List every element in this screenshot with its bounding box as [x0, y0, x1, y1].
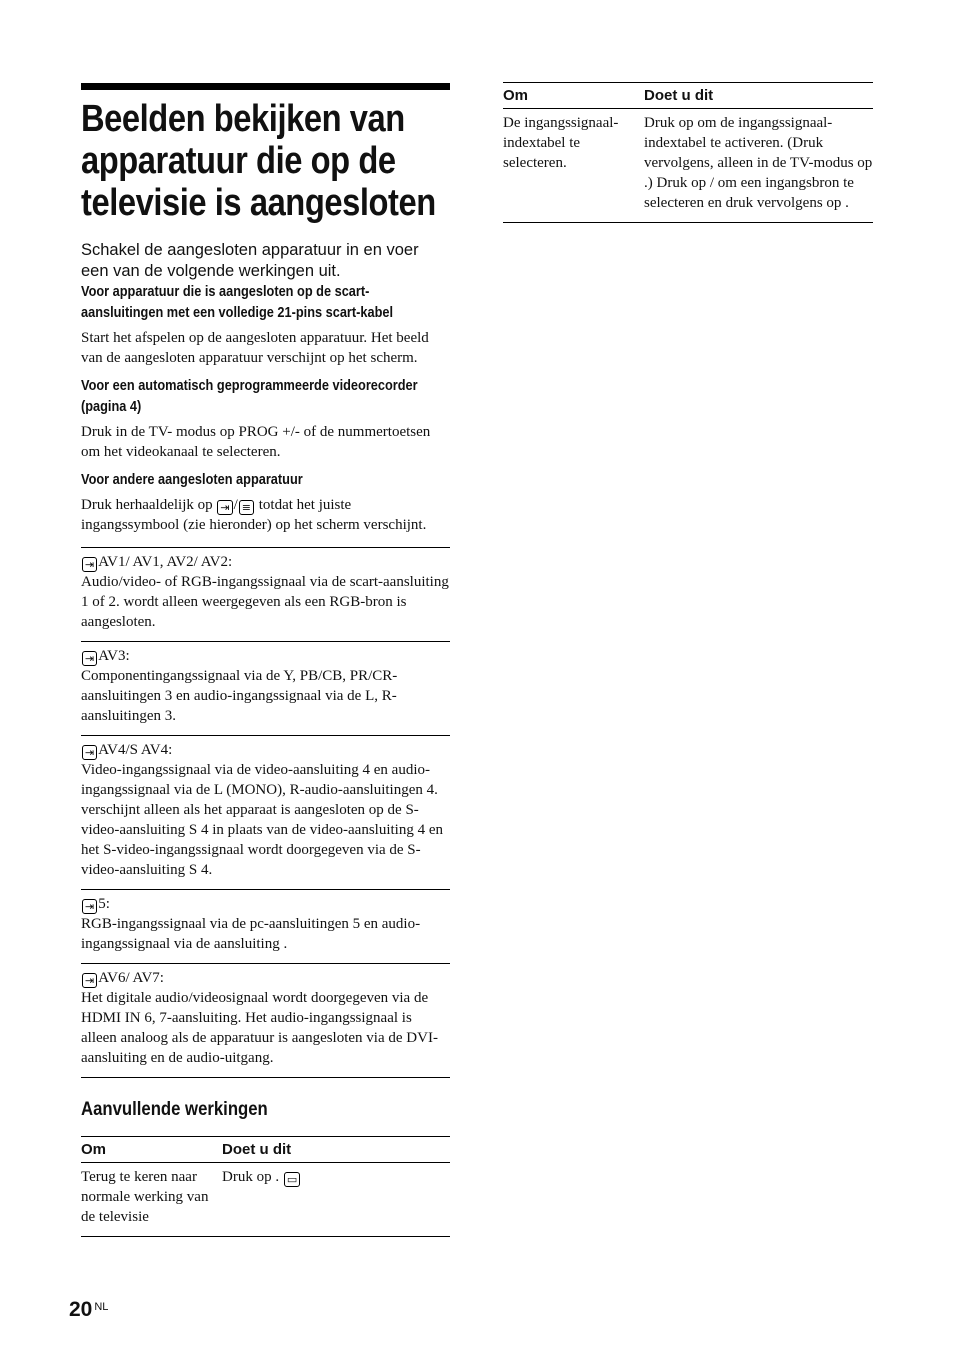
- list-item: [81, 964, 450, 1078]
- extra-operations-table: [81, 1136, 450, 1237]
- tv-button-icon: ▭: [284, 1172, 300, 1187]
- input-text: Componentingangssignaal via de Y, PB/CB, PR/CR-aansluitingen 3 en audio-ingangssignaal via de L, R-aansluitingen 3.: [81, 668, 398, 724]
- cell-om: Terug te keren naar normale werking van de televisie: [81, 1163, 222, 1237]
- table-row: [503, 109, 873, 223]
- page-title: Beelden bekijken van apparatuur die op de televisie is aangesloten: [81, 98, 436, 224]
- input-symbol-list: [81, 547, 450, 1078]
- input-arrow-icon: ⇥: [82, 745, 97, 760]
- input-arrow-icon: ⇥: [82, 557, 97, 572]
- cell-doe: Druk op . ▭: [222, 1163, 450, 1237]
- cell-doe: Druk op om de ingangssignaal-indextabel te activeren. (Druk vervolgens, alleen in de TV-modus op .) Druk op / om een ingangsbron te selecteren en druk vervolgens op .: [644, 109, 873, 223]
- input-label: 5:: [98, 896, 110, 912]
- section-body-other: Druk herhaaldelijk op ⇥ / ≡ totdat het juiste ingangssymbool (zie hieronder) op het scherm verschijnt.: [81, 497, 427, 533]
- section-body-scart: Start het afspelen op de aangesloten apparatuur. Het beeld van de aangesloten apparatuur verschijnt op het scherm.: [81, 330, 429, 366]
- section-heading-scart: Voor apparatuur die is aangesloten op de scart-aansluitingen met een volledige 21-pins scart-kabel: [81, 284, 394, 321]
- input-label: AV6/ AV7:: [98, 970, 164, 986]
- list-item: [81, 642, 450, 736]
- section-body-vcr: Druk in de TV- modus op PROG +/- of de nummertoetsen om het videokanaal te selecteren.: [81, 424, 431, 460]
- input-text: RGB-ingangssignaal via de pc-aansluitingen 5 en audio-ingangssignaal via de aansluiting .: [81, 916, 421, 952]
- table-row: [81, 1163, 450, 1237]
- intro-text: Schakel de aangesloten apparatuur in en voer een van de volgende werkingen uit.: [81, 241, 419, 280]
- list-item: [81, 548, 450, 642]
- input-label: AV1/ AV1, AV2/ AV2:: [98, 554, 233, 570]
- title-bar: [81, 83, 450, 90]
- input-index-table: [503, 82, 873, 223]
- body-other-a: Druk herhaaldelijk op: [81, 497, 213, 513]
- page-number: 20 $^{NL}$: [69, 1298, 109, 1321]
- col-header-doe: Doet u dit: [222, 1137, 450, 1163]
- col-header-doe: Doet u dit: [644, 83, 873, 109]
- extra-operations-heading: Aanvullende werkingen: [81, 1099, 268, 1120]
- list-item: [81, 890, 450, 964]
- input-arrow-icon: ⇥: [82, 973, 97, 988]
- list-item: [81, 736, 450, 890]
- section-heading-vcr: Voor een automatisch geprogrammeerde videorecorder (pagina 4): [81, 378, 418, 415]
- input-label: AV4/S AV4:: [98, 742, 173, 758]
- text-button-icon: ≡: [239, 500, 254, 515]
- cell-om: De ingangssignaal-indextabel te selecteren.: [503, 109, 644, 223]
- input-text: Audio/video- of RGB-ingangssignaal via de scart-aansluiting 1 of 2. wordt alleen weergegeven als een RGB-bron is aangesloten.: [81, 574, 449, 630]
- col-header-om: Om: [81, 1137, 222, 1163]
- input-text: Het digitale audio/videosignaal wordt doorgegeven via de HDMI IN 6, 7-aansluiting. Het audio-ingangssignaal is alleen analoog als de apparatuur is aangesloten via de DVI-aansluiting en de audio-uitgang.: [81, 990, 438, 1066]
- input-button-icon: ⇥: [217, 500, 232, 515]
- input-label: AV3:: [98, 648, 130, 664]
- body-other-b: totdat het juiste ingangssymbool (zie hieronder) op het scherm verschijnt.: [81, 497, 427, 533]
- input-text: Video-ingangssignaal via de video-aansluiting 4 en audio-ingangssignaal via de L (MONO), R-audio-aansluitingen 4. verschijnt alleen als het apparaat is aangesloten op de S-video-aansluiting S 4 in plaats van de video-aansluiting 4 en het S-video-ingangssignaal wordt doorgegeven via de S-video-aansluiting S 4.: [81, 762, 444, 878]
- right-column: [503, 82, 873, 223]
- section-heading-other: Voor andere aangesloten apparatuur: [81, 472, 303, 488]
- input-arrow-icon: ⇥: [82, 651, 97, 666]
- left-column: [81, 83, 450, 1237]
- input-arrow-icon: ⇥: [82, 899, 97, 914]
- page-lang: NL: [94, 1301, 109, 1313]
- col-header-om: Om: [503, 83, 644, 109]
